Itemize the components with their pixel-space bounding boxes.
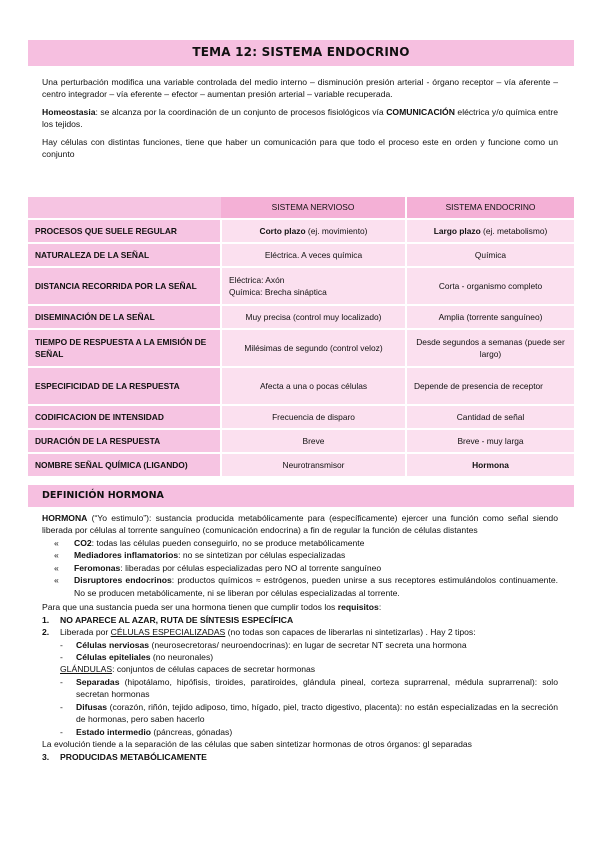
intro-paragraph-2: Homeostasia: se alcanza por la coordinación de un conjunto de procesos fisiológicos vía COMUNICACIÓN eléctrica y/o química entre los tejidos. [42,106,558,130]
row-label: DISTANCIA RECORRIDA POR LA SEÑAL [28,267,221,305]
row-label: ESPECIFICIDAD DE LA RESPUESTA [28,367,221,405]
page-title: TEMA 12: SISTEMA ENDOCRINO [192,45,410,60]
table-row [28,329,574,367]
bullet-marker: « [54,537,59,548]
row-label: NOMBRE SEÑAL QUÍMICA (LIGANDO) [28,453,221,477]
endocrino-cell: Largo plazo (ej. metabolismo) [406,219,574,243]
nervioso-cell: Corto plazo (ej. movimiento) [221,219,406,243]
intro-section [42,76,558,166]
table-row [28,219,574,243]
bullet-marker: « [54,575,59,586]
intro-paragraph-3: Hay células con distintas funciones, tiene que haber un comunicación para que todo el proceso este en orden y funcione como un conjunto [42,136,558,160]
intro-paragraph-1: Una perturbación modifica una variable controlada del medio interno – disminución presión arterial - órgano receptor – vía aferente – centro integrador – vía eferente – efector – aumentan presión arterial – variable recuperada. [42,77,558,100]
endocrino-cell: Corta - organismo completo [406,267,574,305]
table-row [28,429,574,453]
header-sistema-nervioso: SISTEMA NERVIOSO [221,197,406,219]
hormone-section [42,512,558,763]
header-cell-empty [28,197,221,219]
endocrino-cell: Breve - muy larga [406,429,574,453]
list-item: - Difusas (corazón, riñón, tejido adiposo, timo, hígado, piel, tracto digestivo, placenta): no están especializadas en la secreción de hormonas, pero saben hacerlo [60,701,558,725]
row-label: DISEMINACIÓN DE LA SEÑAL [28,305,221,329]
list-item: - Separadas (hipotálamo, hipófisis, tiroides, paratiroides, glándula pineal, corteza suprarrenal, médula suprarrenal): solo secretan hormonas [60,676,558,700]
list-item: - Células nerviosas (neurosecretoras/ neuroendocrinas): en lugar de secretar NT secreta una hormona [60,639,467,650]
nervioso-cell: Frecuencia de disparo [221,405,406,429]
endocrino-cell: Cantidad de señal [406,405,574,429]
bullet-marker: « [54,550,59,561]
evolution-note: La evolución tiende a la separación de las células que saben sintetizar hormonas de otros órganos: gl separadas [42,739,472,750]
numbered-item-1: 1. NO APARECE AL AZAR, RUTA DE SÍNTESIS ESPECÍFICA [42,614,294,625]
row-label: CODIFICACION DE INTENSIDAD [28,405,221,429]
endocrino-cell: Hormona [406,453,574,477]
comunicacion-term: COMUNICACIÓN [386,106,455,117]
header-sistema-endocrino: SISTEMA ENDOCRINO [406,197,574,219]
list-item: « CO2: todas las células pueden conseguirlo, no se produce metabólicamente [54,537,365,548]
table-row [28,267,574,305]
nervioso-cell: Afecta a una o pocas células [221,367,406,405]
table-row [28,405,574,429]
comparison-table [28,197,574,478]
nervioso-cell: Eléctrica. A veces química [221,243,406,267]
endocrino-cell: Desde segundos a semanas (puede ser largo) [406,329,574,367]
nervioso-cell: Muy precisa (control muy localizado) [221,305,406,329]
table-row [28,305,574,329]
nervioso-cell: Neurotransmisor [221,453,406,477]
homeostasia-term: Homeostasia [42,106,96,117]
row-label: PROCESOS QUE SUELE REGULAR [28,219,221,243]
bullet-marker: « [54,562,59,573]
list-item: « Mediadores inflamatorios: no se sintetizan por células especializadas [54,550,346,561]
list-item: « Feromonas: liberadas por células especializadas pero NO al torrente sanguíneo [54,562,382,573]
nervioso-cell: Breve [221,429,406,453]
numbered-item-3: 3. PRODUCIDAS METABÓLICAMENTE [42,751,207,762]
numbered-item-2: 2. Liberada por CÉLULAS ESPECIALIZADAS (no todas son capaces de liberarlas ni sintetizarlas) . Hay 2 tipos: [42,627,476,638]
list-item: - Estado intermedio (páncreas, gónadas) [60,726,233,737]
nervioso-cell: Eléctrica: Axón Química: Brecha sináptica [221,267,406,305]
nervioso-cell: Milésimas de segundo (control veloz) [221,329,406,367]
title-banner [28,40,574,66]
table-row [28,453,574,477]
table-row [28,367,574,405]
row-label: TIEMPO DE RESPUESTA A LA EMISIÓN DE SEÑAL [28,329,221,367]
table-header-row [28,197,574,219]
section-heading: DEFINICIÓN HORMONA [42,490,164,502]
endocrino-cell: Química [406,243,574,267]
hormone-definition: HORMONA (“Yo estimulo”): sustancia producida metabólicamente para (específicamente) ejercer una función como señal siendo liberada por células al torrente sanguíneo (comunicación endocrina) a fin de regular la función de células distantes [42,513,558,536]
row-label: DURACIÓN DE LA RESPUESTA [28,429,221,453]
list-item: « Disruptores endocrinos: productos químicos ≈ estrógenos, pueden unirse a sus receptores estimulándolos continuamente. No se producen metabólicamente, ni se liberan por células especializadas al torrente. [54,575,559,598]
glandulas-line: GLÁNDULAS: conjuntos de células capaces de secretar hormonas [60,664,316,675]
list-item: - Células epiteliales (no neuronales) [60,651,214,662]
endocrino-cell: Amplia (torrente sanguíneo) [406,305,574,329]
table-row [28,243,574,267]
section-heading-banner [28,485,574,507]
requirements-intro: Para que una sustancia pueda ser una hormona tienen que cumplir todos los requisitos: [42,602,382,613]
row-label: NATURALEZA DE LA SEÑAL [28,243,221,267]
endocrino-cell: Depende de presencia de receptor [406,367,574,405]
